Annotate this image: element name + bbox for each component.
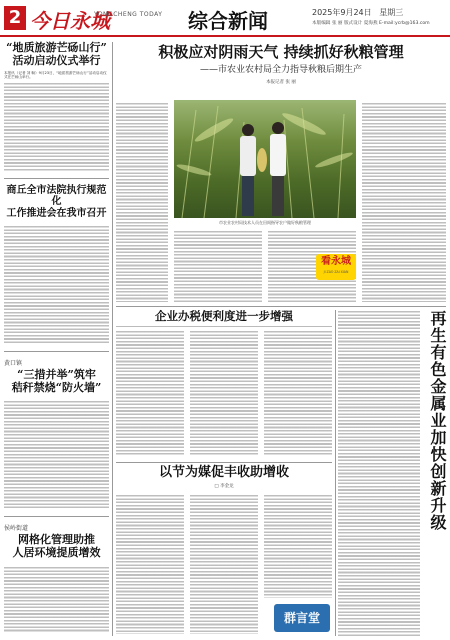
story3-kicker: 黄口镇 bbox=[4, 360, 23, 368]
section-rule bbox=[116, 462, 332, 463]
column-logo-label: 群言堂 bbox=[283, 611, 320, 625]
story4-title bbox=[4, 534, 109, 559]
weekday: 星期三 bbox=[379, 8, 404, 17]
story3-title-line1: “三措并举”筑牢 bbox=[17, 368, 96, 382]
divider bbox=[4, 516, 109, 517]
page-number-badge bbox=[4, 6, 26, 30]
lead-title: 积极应对阴雨天气 持续抓好秋粮管理 bbox=[158, 43, 404, 61]
lead-subtitle: ——市农业农村局全力指导秋粮后期生产 bbox=[199, 65, 362, 76]
cornfield-photo bbox=[174, 100, 356, 218]
column-logo bbox=[274, 604, 330, 632]
person-left bbox=[240, 124, 256, 216]
story3-body bbox=[4, 400, 109, 510]
column-badge bbox=[316, 254, 356, 280]
divider bbox=[4, 178, 109, 179]
editorial-title: 以节为媒促丰收助增收 bbox=[158, 465, 289, 480]
story2-title-line2: 工作推进会在我市召开 bbox=[6, 207, 107, 219]
lead-body-mid bbox=[174, 230, 262, 302]
story4-title-line1: 网格化管理助推 bbox=[18, 533, 95, 547]
story3-title-line2: 秸秆禁烧“防火墙” bbox=[11, 380, 102, 394]
story1-lead: 本报讯（记者 刘 畅）9月23日，“地质旅游芒砀山行”活动启动仪式在芒砀山举行。 bbox=[4, 71, 107, 80]
story4-kicker: 侯岭街道 bbox=[4, 525, 29, 533]
lead-body-left bbox=[116, 102, 168, 302]
column-rule bbox=[112, 42, 113, 636]
person-right bbox=[270, 122, 286, 216]
lead-byline: 本报记者 张 丽 bbox=[266, 79, 296, 85]
editorial bbox=[116, 466, 332, 636]
issue-date bbox=[312, 7, 403, 18]
editorial-body-3 bbox=[264, 494, 332, 598]
left-column bbox=[4, 42, 109, 636]
story1-title bbox=[4, 42, 109, 67]
editorial-body-2 bbox=[190, 494, 258, 634]
corn-ear bbox=[257, 148, 267, 172]
section-rule bbox=[116, 306, 446, 307]
lead-body-right bbox=[362, 102, 446, 302]
economy-body-1 bbox=[116, 330, 184, 456]
economy-body-2 bbox=[190, 330, 258, 456]
right-body-1 bbox=[338, 310, 420, 636]
economy-body-3 bbox=[264, 330, 332, 456]
economy-story bbox=[116, 310, 332, 460]
badge-sub: JI ZAO ZAI XIAN bbox=[323, 270, 349, 274]
story2-title bbox=[4, 185, 109, 220]
paper-name-en: YONGCHENG TODAY bbox=[94, 11, 163, 18]
column-rule bbox=[335, 310, 336, 636]
editors-line: 本版编辑 张 丽 版式设计 夏海燕 E-mail:ycrb@163.com bbox=[312, 21, 430, 26]
story1-title-line2: 活动启动仪式举行 bbox=[12, 53, 101, 67]
story3-title bbox=[4, 369, 109, 394]
story1-title-line1: “地质旅游芒砀山行” bbox=[6, 41, 107, 54]
photo-caption: 市农业农村局技术人员在田间指导农户做好秋粮管理 bbox=[219, 220, 311, 225]
right-story bbox=[338, 310, 446, 636]
lead-photo bbox=[174, 100, 356, 218]
page-number: 2 bbox=[8, 7, 22, 28]
section-title: 综合新闻 bbox=[188, 9, 268, 33]
right-title: 再生有色金属业加快创新升级 bbox=[428, 310, 447, 531]
story2-title-line1: 商丘全市法院执行规范化 bbox=[6, 184, 107, 208]
lead-story bbox=[116, 44, 446, 306]
story2-body bbox=[4, 225, 109, 345]
story1-body bbox=[4, 82, 109, 172]
editorial-byline: □ 李金龙 bbox=[214, 483, 234, 489]
masthead bbox=[0, 0, 450, 40]
story4-title-line2: 人居环境提质增效 bbox=[12, 546, 101, 560]
divider bbox=[4, 351, 109, 352]
date: 2025年9月24日 bbox=[312, 8, 372, 17]
paper-name: 今日永城 bbox=[30, 9, 110, 33]
masthead-rule bbox=[0, 35, 450, 37]
editorial-body-1 bbox=[116, 494, 184, 634]
economy-title: 企业办税便利度进一步增强 bbox=[116, 310, 332, 327]
story4-body bbox=[4, 566, 109, 632]
badge-label: 看永城 bbox=[321, 256, 351, 267]
